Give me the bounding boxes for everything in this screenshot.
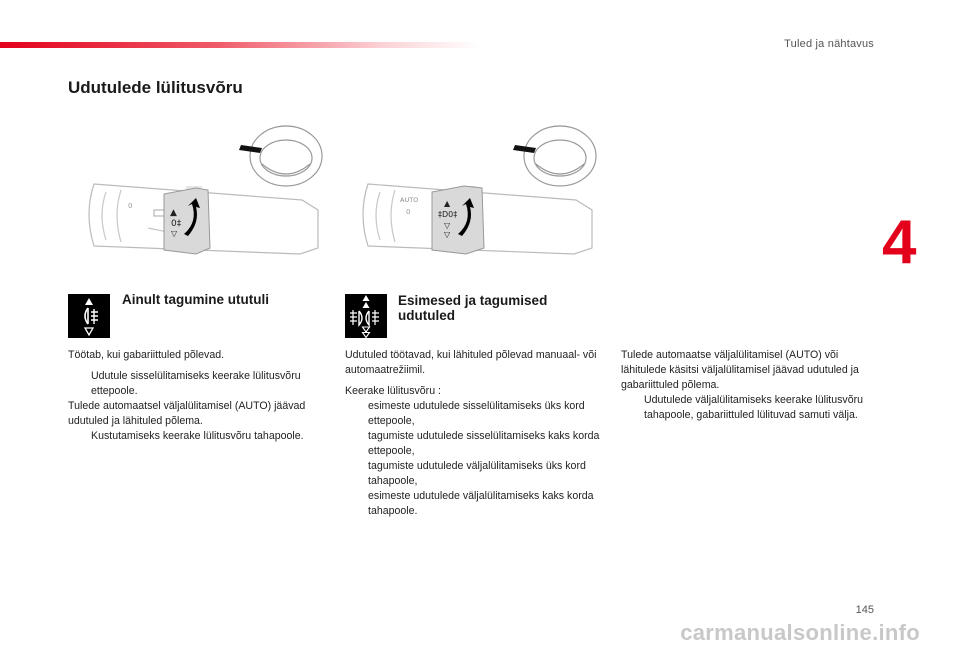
list-item: Udutulede väljalülitamiseks keerake lülitusvõru tahapoole, gabariittuled lülituvad samuti välja. bbox=[644, 394, 864, 421]
list-item: tagumiste udutulede sisselülitamiseks kaks korda ettepoole, bbox=[368, 430, 600, 457]
paragraph: Udutuled töötavad, kui lähituled põlevad manuaal- või automaatrežiimil. bbox=[345, 349, 597, 376]
watermark: carmanualsonline.info bbox=[680, 620, 920, 645]
lever-illustration-front-rear-fog bbox=[340, 118, 600, 258]
svg-text:▲: ▲ bbox=[170, 208, 177, 218]
lever-zero-label: 0 bbox=[406, 208, 411, 216]
section-heading-front-rear-fog: Esimesed ja tagumised udutuled bbox=[398, 293, 548, 323]
section-heading-rear-fog: Ainult tagumine ututuli bbox=[122, 292, 269, 307]
column-front-rear-fog bbox=[345, 348, 607, 519]
svg-text:▽: ▽ bbox=[444, 230, 451, 239]
page-title: Udutulede lülitusvõru bbox=[68, 78, 243, 97]
column-rear-fog bbox=[68, 348, 318, 444]
list-item: Udutule sisselülitamiseks keerake lülitusvõru ettepoole. bbox=[91, 370, 301, 397]
svg-text:‡D0‡: ‡D0‡ bbox=[438, 210, 458, 219]
svg-text:0‡: 0‡ bbox=[171, 219, 182, 229]
svg-text:▲: ▲ bbox=[444, 199, 451, 208]
rear-fog-lamp-icon bbox=[68, 294, 110, 338]
lever-illustration-rear-fog bbox=[66, 118, 326, 258]
lever-auto-label: AUTO bbox=[400, 196, 419, 204]
paragraph: Keerake lülitusvõru : bbox=[345, 385, 441, 397]
paragraph: Töötab, kui gabariittuled põlevad. bbox=[68, 349, 225, 361]
paragraph: Tulede automaatse väljalülitamisel (AUTO) või lähitulede käsitsi väljalülitamisel jäävad udutuled ja gabariittuled põlema. bbox=[621, 349, 859, 391]
front-rear-fog-lamp-icon bbox=[345, 294, 387, 338]
column-auto-switch-off bbox=[621, 348, 886, 423]
paragraph: Tulede automaatsel väljalülitamisel (AUTO) jäävad udutuled ja lähituled põlema. bbox=[68, 400, 306, 427]
svg-text:▽: ▽ bbox=[171, 229, 178, 238]
lever-zero-label: 0 bbox=[128, 202, 133, 210]
svg-text:▽: ▽ bbox=[444, 221, 451, 230]
section-title: Tuled ja nähtavus bbox=[784, 38, 874, 50]
list-item: esimeste udutulede väljalülitamiseks kaks korda tahapoole. bbox=[368, 490, 594, 517]
list-item: esimeste udutulede sisselülitamiseks üks kord ettepoole, bbox=[368, 400, 585, 427]
header-accent-bar bbox=[0, 42, 480, 48]
list-item: Kustutamiseks keerake lülitusvõru tahapoole. bbox=[91, 430, 304, 442]
chapter-number: 4 bbox=[882, 208, 917, 277]
list-item: tagumiste udutulede väljalülitamiseks üks kord tahapoole, bbox=[368, 460, 586, 487]
page-number: 145 bbox=[855, 604, 874, 616]
